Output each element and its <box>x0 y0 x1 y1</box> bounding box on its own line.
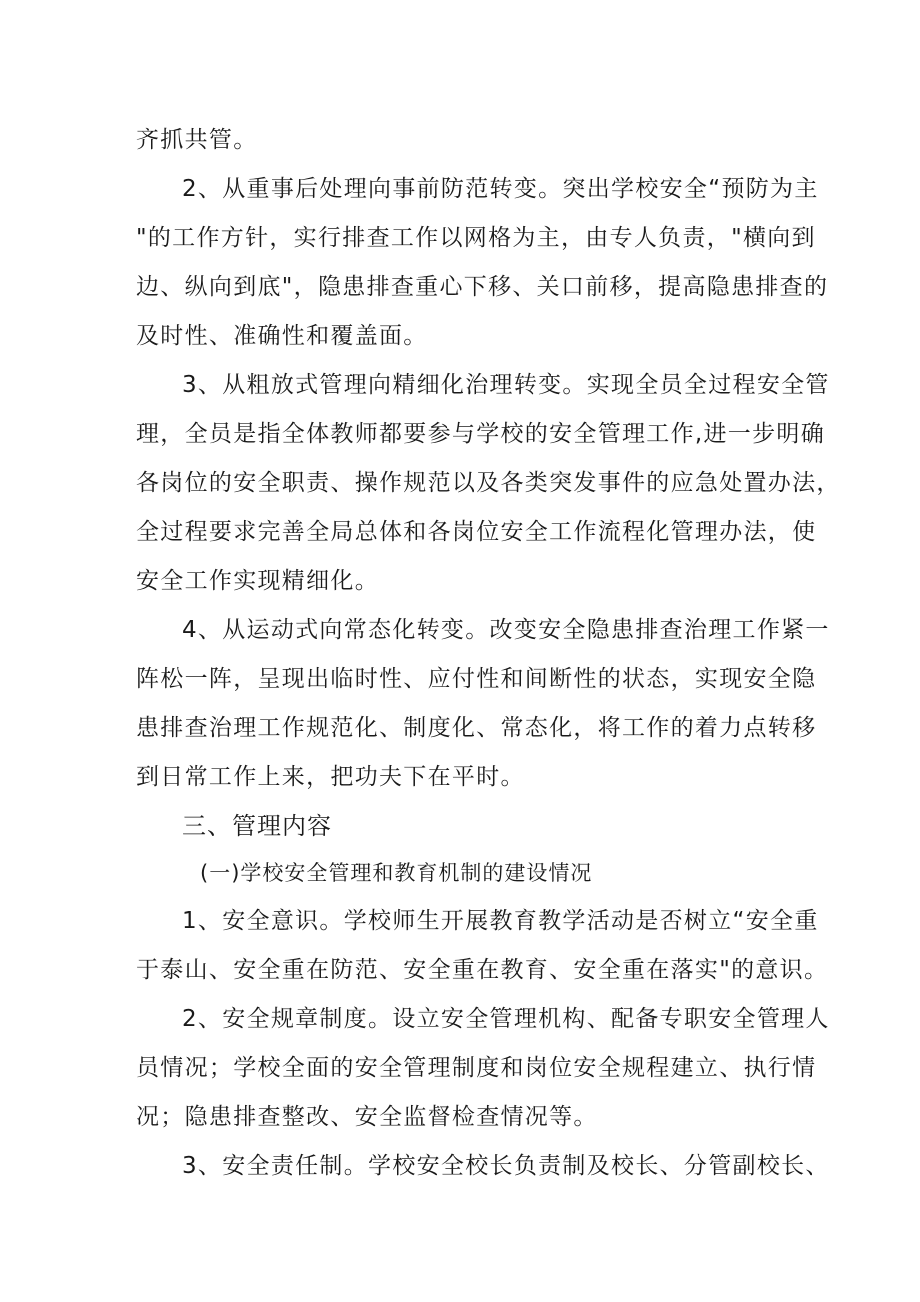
paragraph-4-line-2: 阵松一阵，呈现出临时性、应付性和间断性的状态，实现安全隐 <box>136 666 817 692</box>
paragraph-2-line-1: 2、从重事后处理向事前防范转变。突出学校安全“预防为主 <box>182 176 819 202</box>
paragraph-4-line-1: 4、从运动式向常态化转变。改变安全隐患排查治理工作紧一 <box>182 617 830 643</box>
paragraph-3-line-1: 3、从粗放式管理向精细化治理转变。实现全员全过程安全管 <box>182 372 830 398</box>
paragraph-7-line-1: 3、安全责任制。学校安全校长负责制及校长、分管副校长、 <box>182 1153 830 1179</box>
paragraph-6-line-3: 况；隐患排查整改、安全监督检查情况等。 <box>136 1104 598 1130</box>
paragraph-5-line-2: 于泰山、安全重在防范、安全重在教育、安全重在落实"的意识。 <box>136 957 829 983</box>
subsection-heading: (一)学校安全管理和教育机制的建设情况 <box>200 861 593 885</box>
paragraph-6-line-2: 员情况；学校全面的安全管理制度和岗位安全规程建立、执行情 <box>136 1055 817 1081</box>
paragraph-5-line-1: 1、安全意识。学校师生开展教育教学活动是否树立“安全重 <box>182 908 819 934</box>
paragraph-2-line-2: "的工作方针，实行排查工作以网格为主，由专人负责，"横向到 <box>136 225 816 251</box>
paragraph-3-line-5: 安全工作实现精细化。 <box>136 568 379 594</box>
paragraph-4-line-4: 到日常工作上来，把功夫下在平时。 <box>136 764 525 790</box>
paragraph-3-line-4: 全过程要求完善全局总体和各岗位安全工作流程化管理办法，使 <box>136 519 817 545</box>
paragraph-1-end-line: 齐抓共管。 <box>136 127 258 153</box>
paragraph-6-line-1: 2、安全规章制度。设立安全管理机构、配备专职安全管理人 <box>182 1006 830 1032</box>
paragraph-2-line-3: 边、纵向到底"，隐患排查重心下移、关口前移，提高隐患排查的 <box>136 274 829 300</box>
paragraph-2-line-4: 及时性、准确性和覆盖面。 <box>136 323 428 349</box>
paragraph-3-line-2: 理，全员是指全体教师都要参与学校的安全管理工作,进一步明确 <box>136 421 826 447</box>
paragraph-4-line-3: 患排查治理工作规范化、制度化、常态化，将工作的着力点转移 <box>136 715 817 741</box>
paragraph-3-line-3: 各岗位的安全职责、操作规范以及各类突发事件的应急处置办法， <box>136 470 841 496</box>
section-heading: 三、管理内容 <box>182 812 332 840</box>
